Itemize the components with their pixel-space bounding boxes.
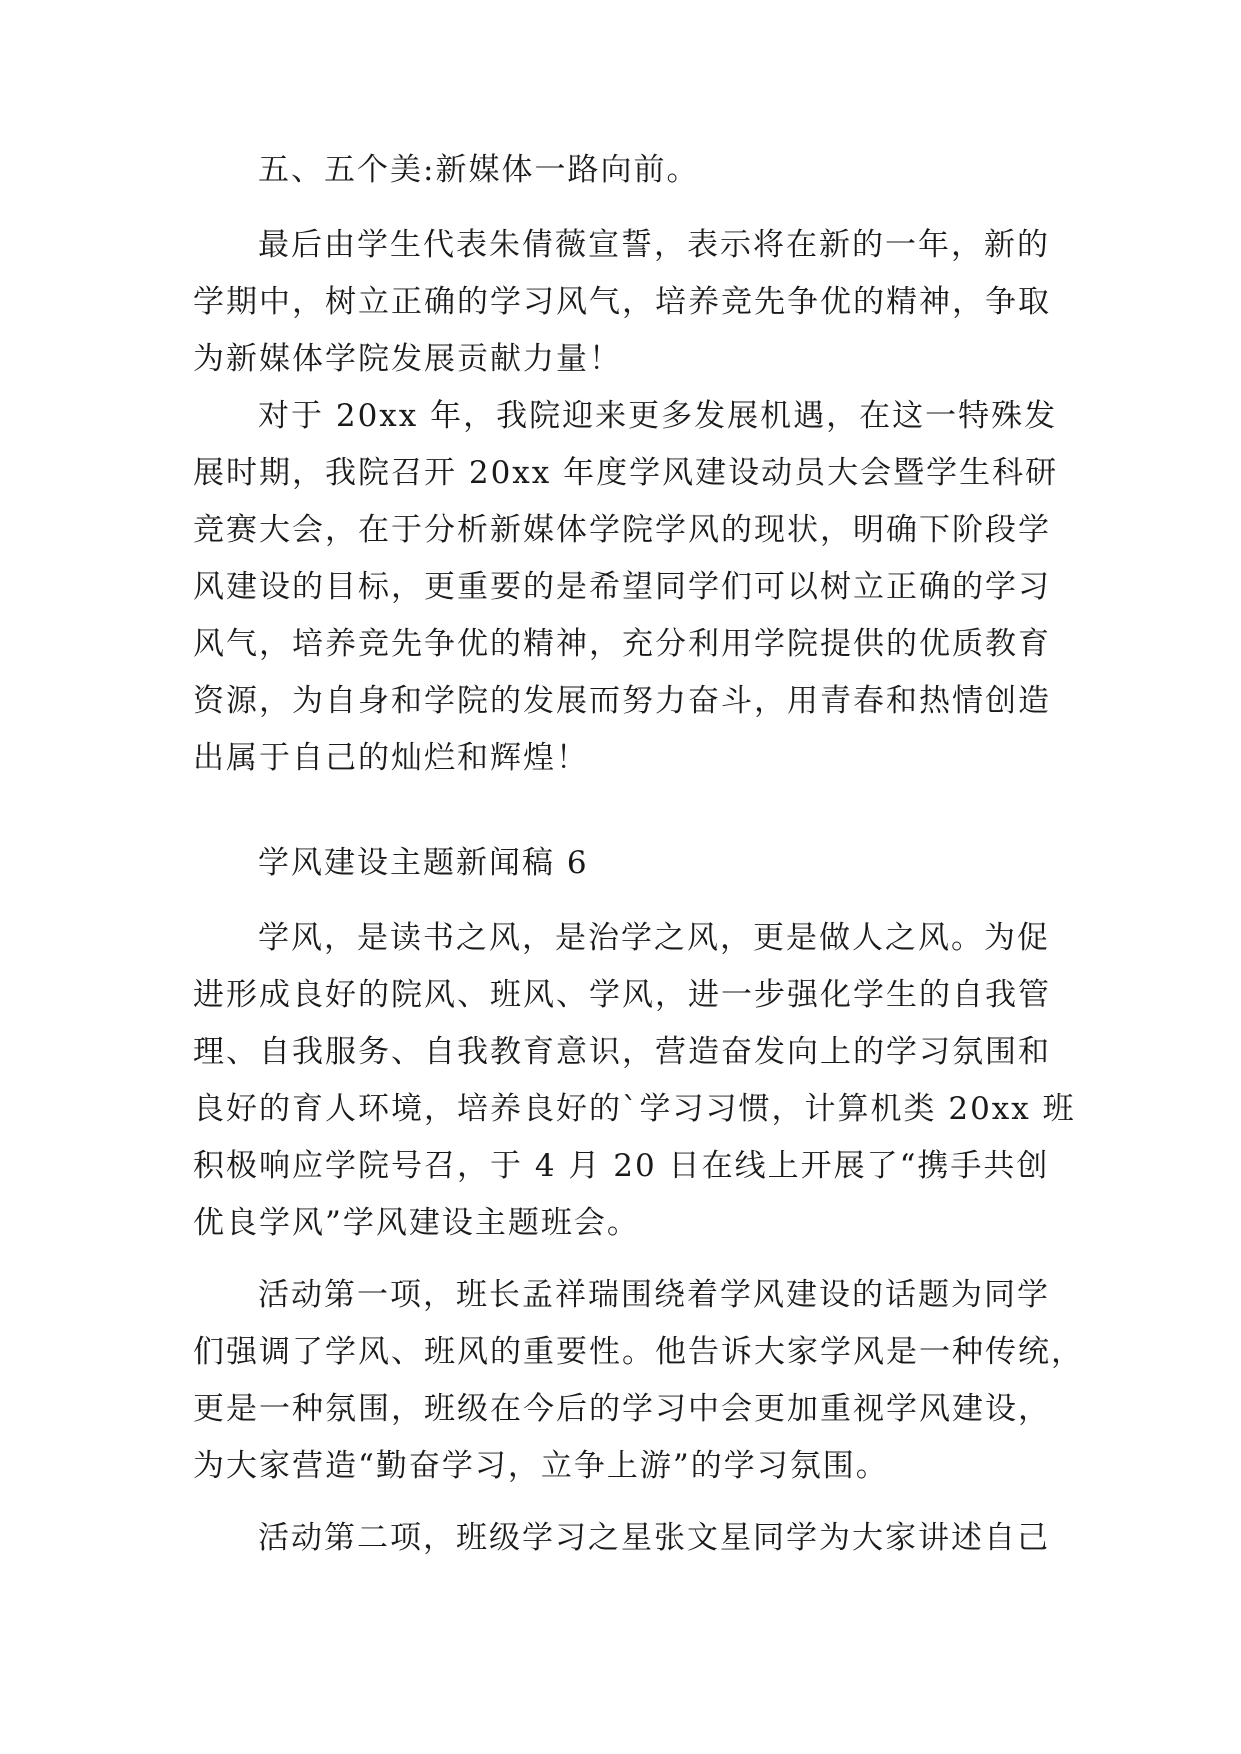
text-line-9: 风气，培养竞先争优的精神，充分利用学院提供的优质教育 xyxy=(193,626,1051,662)
text-line-5: 对于 20xx 年，我院迎来更多发展机遇，在这一特殊发 xyxy=(258,398,1058,434)
text-line-4: 为新媒体学院发展贡献力量！ xyxy=(193,341,622,377)
text-line-17: 积极响应学院号召，于 4 月 20 日在线上开展了“携手共创 xyxy=(193,1148,1050,1184)
text-line-14: 进形成良好的院风、班风、学风，进一步强化学生的自我管 xyxy=(193,977,1051,1013)
text-line-3: 学期中，树立正确的学习风气，培养竞先争优的精神，争取 xyxy=(193,284,1051,320)
text-line-2: 最后由学生代表朱倩薇宣誓，表示将在新的一年，新的 xyxy=(258,227,1050,263)
text-line-15: 理、自我服务、自我教育意识，营造奋发向上的学习氛围和 xyxy=(193,1034,1051,1070)
text-line-7: 竞赛大会，在于分析新媒体学院学风的现状，明确下阶段学 xyxy=(193,512,1051,548)
text-line-19: 活动第一项，班长孟祥瑞围绕着学风建设的话题为同学 xyxy=(258,1277,1050,1313)
text-line-22: 为大家营造“勤奋学习，立争上游”的学习氛围。 xyxy=(193,1448,889,1484)
text-line-8: 风建设的目标，更重要的是希望同学们可以树立正确的学习 xyxy=(193,569,1051,605)
text-line-18: 优良学风”学风建设主题班会。 xyxy=(193,1205,640,1241)
text-line-16: 良好的育人环境，培养良好的`学习习惯，计算机类 20xx 班 xyxy=(193,1091,1076,1127)
text-line-6: 展时期，我院召开 20xx 年度学风建设动员大会暨学生科研 xyxy=(193,455,1059,491)
text-line-20: 们强调了学风、班风的重要性。他告诉大家学风是一种传统， xyxy=(193,1334,1084,1370)
section-title: 学风建设主题新闻稿 6 xyxy=(258,845,589,881)
text-line-11: 出属于自己的灿烂和辉煌！ xyxy=(193,740,589,776)
text-line-1: 五、五个美:新媒体一路向前。 xyxy=(258,152,700,188)
text-line-13: 学风，是读书之风，是治学之风，更是做人之风。为促 xyxy=(258,920,1050,956)
text-line-21: 更是一种氛围，班级在今后的学习中会更加重视学风建设， xyxy=(193,1391,1051,1427)
text-line-23: 活动第二项，班级学习之星张文星同学为大家讲述自己 xyxy=(258,1520,1050,1556)
text-line-10: 资源，为自身和学院的发展而努力奋斗，用青春和热情创造 xyxy=(193,683,1051,719)
